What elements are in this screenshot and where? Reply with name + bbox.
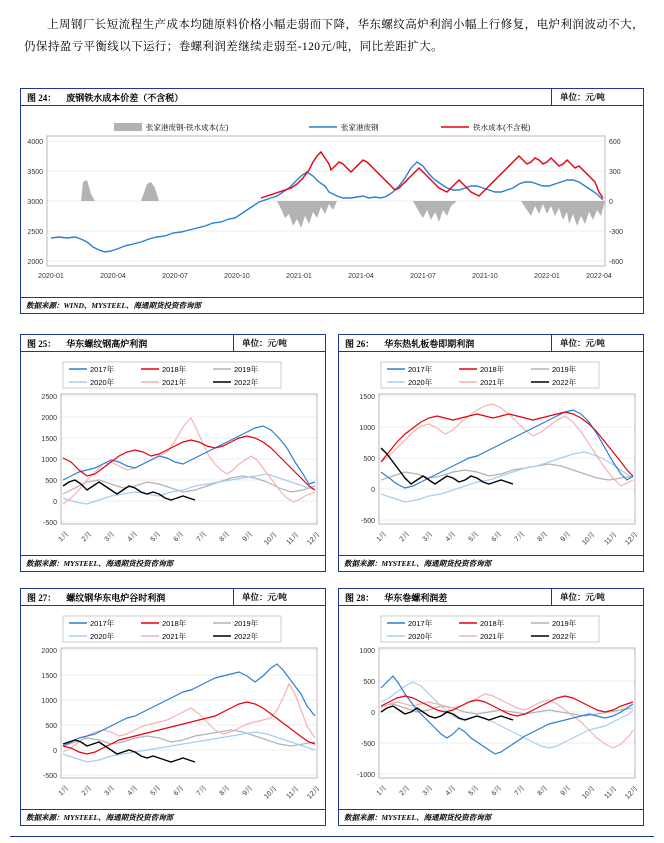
svg-text:1500: 1500 [41, 436, 57, 443]
svg-text:2020-07: 2020-07 [162, 273, 188, 280]
figure-27-unit-cell [233, 589, 325, 605]
figure-27-y-axis [41, 648, 57, 780]
figure-25-footer [21, 555, 325, 571]
svg-text:-500: -500 [360, 741, 375, 748]
figure-27-legend [63, 616, 281, 642]
figure-28-panel [338, 588, 644, 826]
svg-text:4月: 4月 [444, 784, 458, 798]
figure-28-y-axis [357, 648, 375, 779]
figure-25-header [21, 335, 325, 352]
svg-text:张家港废钢-铁水成本(左): 张家港废钢-铁水成本(左) [146, 123, 229, 132]
figure-25-series-2020 [63, 474, 315, 504]
svg-text:-500: -500 [42, 520, 57, 527]
figure-25-source: 数据来源：MYSTEEL、海通期货投资咨询部 [26, 559, 174, 568]
svg-text:2020-01: 2020-01 [38, 273, 64, 280]
svg-text:2018年: 2018年 [480, 619, 505, 628]
figure-26-title: 华东热轧板卷即期利润 [384, 339, 475, 349]
svg-text:1500: 1500 [359, 394, 375, 401]
figure-28-series-2017 [381, 676, 633, 754]
svg-text:6月: 6月 [490, 530, 504, 544]
figure-24-y-axis-right [609, 139, 623, 266]
figure-27-series-2017 [63, 664, 315, 746]
figure-27-number: 图 27： [27, 593, 57, 603]
svg-text:500: 500 [363, 679, 375, 686]
svg-text:2020年: 2020年 [90, 632, 115, 641]
svg-text:11月: 11月 [285, 531, 301, 547]
figure-25-panel [20, 334, 326, 572]
svg-text:2020年: 2020年 [90, 378, 115, 387]
svg-text:2021年: 2021年 [480, 378, 505, 387]
figure-27-title: 螺纹钢华东电炉谷时利润 [66, 593, 166, 603]
figure-26-unit: 单位：元/吨 [560, 338, 605, 348]
svg-text:5月: 5月 [467, 784, 481, 798]
figure-27-panel [20, 588, 326, 826]
svg-text:1000: 1000 [359, 648, 375, 655]
figure-24-footer [21, 297, 643, 313]
svg-text:2000: 2000 [41, 415, 57, 422]
figure-28-title: 华东卷螺利润差 [384, 593, 448, 603]
figure-27-x-axis [57, 784, 322, 801]
figure-28-plot [339, 606, 643, 810]
figure-28-x-axis [375, 784, 640, 801]
svg-text:2017年: 2017年 [90, 619, 115, 628]
svg-text:3500: 3500 [27, 169, 43, 176]
svg-text:2月: 2月 [398, 530, 412, 544]
svg-text:2020-04: 2020-04 [100, 273, 126, 280]
svg-text:2017年: 2017年 [408, 619, 433, 628]
svg-text:11月: 11月 [285, 785, 301, 801]
svg-text:2020-10: 2020-10 [224, 273, 250, 280]
figure-27-header [21, 589, 325, 606]
figure-25-svg [21, 352, 325, 556]
figure-24-title: 废钢铁水成本价差（不含税） [66, 93, 184, 103]
figure-28-header [339, 589, 643, 606]
figure-26-series-2019 [381, 464, 633, 480]
figure-26-series-2018 [381, 412, 633, 476]
figure-28-unit-cell [551, 589, 643, 605]
svg-text:1月: 1月 [57, 784, 71, 798]
svg-text:2500: 2500 [41, 394, 57, 401]
svg-text:7月: 7月 [513, 530, 527, 544]
svg-text:4月: 4月 [126, 530, 140, 544]
svg-text:2021-07: 2021-07 [410, 273, 436, 280]
svg-text:10月: 10月 [581, 785, 597, 801]
svg-text:2月: 2月 [80, 530, 94, 544]
svg-text:500: 500 [45, 478, 57, 485]
svg-text:-600: -600 [609, 259, 624, 266]
svg-text:2000: 2000 [41, 648, 57, 655]
svg-text:5月: 5月 [149, 530, 163, 544]
svg-text:2022年: 2022年 [552, 632, 577, 641]
svg-text:2021-01: 2021-01 [286, 273, 312, 280]
svg-text:2020年: 2020年 [408, 632, 433, 641]
svg-text:2022-01: 2022-01 [534, 273, 560, 280]
svg-text:12月: 12月 [624, 785, 640, 801]
svg-text:12月: 12月 [306, 785, 322, 801]
figure-26-number: 图 26： [345, 339, 375, 349]
figure-28-source: 数据来源：MYSTEEL、海通期货投资咨询部 [344, 813, 492, 822]
figure-26-x-axis [375, 530, 640, 547]
svg-text:-1000: -1000 [357, 772, 375, 779]
svg-text:500: 500 [363, 456, 375, 463]
svg-text:2019年: 2019年 [234, 365, 259, 374]
figure-24-header [21, 89, 643, 106]
svg-text:2022年: 2022年 [234, 632, 259, 641]
svg-text:2020年: 2020年 [408, 378, 433, 387]
svg-text:1月: 1月 [57, 530, 71, 544]
svg-text:铁水成本(不含税): 铁水成本(不含税) [473, 123, 531, 132]
svg-text:3月: 3月 [103, 530, 117, 544]
svg-text:1500: 1500 [41, 673, 57, 680]
svg-text:2019年: 2019年 [552, 619, 577, 628]
figure-26-svg [339, 352, 643, 556]
figure-27-grid [61, 650, 317, 775]
figure-27-svg [21, 606, 325, 810]
svg-text:7月: 7月 [195, 530, 209, 544]
figure-25-title: 华东螺纹钢高炉利润 [66, 339, 148, 349]
svg-text:2019年: 2019年 [552, 365, 577, 374]
figure-26-source: 数据来源：MYSTEEL、海通期货投资咨询部 [344, 559, 492, 568]
figure-25-grid [61, 396, 317, 522]
svg-text:2017年: 2017年 [408, 365, 433, 374]
svg-text:2021-04: 2021-04 [348, 273, 374, 280]
svg-text:2018年: 2018年 [480, 365, 505, 374]
figure-25-legend [63, 362, 281, 388]
figure-25-unit-cell [233, 335, 325, 351]
figure-27-title-group [27, 591, 165, 604]
figure-26-panel [338, 334, 644, 572]
svg-text:11月: 11月 [603, 531, 619, 547]
intro-text: 上周钢厂长短流程生产成本均随原料价格小幅走弱而下降，华东螺纹高炉利润小幅上行修复，电炉利润波动不大，仍保持盈亏平衡线以下运行；卷螺利润差继续走弱至-120元/吨，同比差距扩大。 [24, 19, 644, 53]
svg-text:2021-10: 2021-10 [472, 273, 498, 280]
figure-25-plot [21, 352, 325, 556]
svg-text:3月: 3月 [103, 784, 117, 798]
figure-27-series-2022 [63, 740, 195, 762]
figure-27-footer [21, 809, 325, 825]
svg-text:4000: 4000 [27, 139, 43, 146]
svg-text:3000: 3000 [27, 199, 43, 206]
svg-text:6月: 6月 [172, 530, 186, 544]
svg-text:-500: -500 [42, 773, 57, 780]
svg-text:8月: 8月 [218, 784, 232, 798]
svg-text:6月: 6月 [490, 784, 504, 798]
svg-text:4月: 4月 [444, 530, 458, 544]
figure-24-svg [21, 106, 643, 298]
figure-24-panel [20, 88, 644, 314]
svg-text:10月: 10月 [263, 785, 279, 801]
figure-24-title-group [27, 91, 183, 104]
svg-text:1月: 1月 [375, 784, 389, 798]
svg-text:1000: 1000 [359, 425, 375, 432]
figure-24-source: 数据来源：WIND、MYSTEEL、海通期货投资咨询部 [26, 301, 202, 310]
svg-text:2022年: 2022年 [234, 378, 259, 387]
figure-26-legend [381, 362, 599, 388]
figure-27-plot [21, 606, 325, 810]
figure-26-frame [379, 394, 635, 524]
figure-27-unit: 单位：元/吨 [242, 592, 287, 602]
figure-26-plot [339, 352, 643, 556]
figure-28-series-2022 [381, 706, 513, 720]
svg-text:500: 500 [45, 723, 57, 730]
svg-text:10月: 10月 [581, 531, 597, 547]
figure-25-number: 图 25： [27, 339, 57, 349]
figure-25-unit: 单位：元/吨 [242, 338, 287, 348]
figure-25-x-axis [57, 530, 322, 547]
svg-text:9月: 9月 [241, 530, 255, 544]
figure-26-unit-cell [551, 335, 643, 351]
svg-text:张家港废钢: 张家港废钢 [341, 123, 379, 132]
svg-text:1000: 1000 [41, 698, 57, 705]
svg-text:9月: 9月 [559, 530, 573, 544]
figure-26-footer [339, 555, 643, 571]
figure-28-unit: 单位：元/吨 [560, 592, 605, 602]
svg-text:4月: 4月 [126, 784, 140, 798]
svg-text:3月: 3月 [421, 530, 435, 544]
svg-text:300: 300 [609, 169, 621, 176]
figure-27-frame [61, 648, 317, 778]
figure-24-y-axis-left [27, 139, 43, 266]
figure-28-title-group [345, 591, 447, 604]
svg-text:2022年: 2022年 [552, 378, 577, 387]
svg-text:12月: 12月 [306, 531, 322, 547]
figure-24-unit: 单位：元/吨 [560, 92, 605, 102]
svg-text:2000: 2000 [27, 259, 43, 266]
svg-text:2021年: 2021年 [162, 378, 187, 387]
figure-28-series-2018 [381, 696, 633, 716]
figure-28-number: 图 28： [345, 593, 375, 603]
intro-paragraph [24, 14, 644, 58]
svg-text:2022-04: 2022-04 [586, 273, 612, 280]
svg-text:11月: 11月 [603, 785, 619, 801]
svg-text:0: 0 [609, 199, 613, 206]
figure-24-unit-cell [551, 89, 643, 105]
figure-28-legend [381, 616, 599, 642]
figure-24-legend [114, 122, 531, 132]
svg-text:2500: 2500 [27, 229, 43, 236]
svg-text:8月: 8月 [536, 784, 550, 798]
svg-text:7月: 7月 [513, 784, 527, 798]
svg-text:6月: 6月 [172, 784, 186, 798]
svg-text:10月: 10月 [263, 531, 279, 547]
svg-text:2月: 2月 [398, 784, 412, 798]
figure-26-header [339, 335, 643, 352]
figure-26-title-group [345, 337, 474, 350]
svg-text:8月: 8月 [218, 530, 232, 544]
figure-25-series-2019 [63, 476, 315, 494]
svg-text:0: 0 [53, 499, 57, 506]
figure-24-number: 图 24： [27, 93, 57, 103]
svg-text:2021年: 2021年 [480, 632, 505, 641]
svg-text:3月: 3月 [421, 784, 435, 798]
svg-text:0: 0 [371, 487, 375, 494]
svg-text:2018年: 2018年 [162, 365, 187, 374]
svg-text:0: 0 [53, 748, 57, 755]
svg-text:2019年: 2019年 [234, 619, 259, 628]
svg-text:9月: 9月 [559, 784, 573, 798]
page-bottom-rule [10, 836, 654, 837]
svg-text:-300: -300 [609, 229, 624, 236]
figure-28-series-2021 [381, 694, 633, 748]
figure-26-series-2017 [381, 410, 633, 488]
figure-25-y-axis [41, 394, 57, 527]
svg-text:12月: 12月 [624, 531, 640, 547]
svg-text:2021年: 2021年 [162, 632, 187, 641]
svg-text:1000: 1000 [41, 457, 57, 464]
svg-text:-500: -500 [360, 518, 375, 525]
figure-28-footer [339, 809, 643, 825]
svg-text:5月: 5月 [467, 530, 481, 544]
figure-26-y-axis [359, 394, 375, 525]
svg-text:7月: 7月 [195, 784, 209, 798]
svg-text:8月: 8月 [536, 530, 550, 544]
figure-27-source: 数据来源：MYSTEEL、海通期货投资咨询部 [26, 813, 174, 822]
figure-24-x-axis [38, 273, 612, 280]
svg-text:2018年: 2018年 [162, 619, 187, 628]
figure-24-plot [21, 106, 643, 298]
svg-text:2017年: 2017年 [90, 365, 115, 374]
figure-25-series-2018 [63, 436, 315, 490]
svg-text:5月: 5月 [149, 784, 163, 798]
figure-27-series-2020 [63, 732, 315, 762]
figure-25-title-group [27, 337, 147, 350]
svg-text:1月: 1月 [375, 530, 389, 544]
figure-28-svg [339, 606, 643, 810]
svg-text:9月: 9月 [241, 784, 255, 798]
svg-text:0: 0 [371, 710, 375, 717]
figure-24-area-spread [81, 180, 605, 228]
svg-text:600: 600 [609, 139, 621, 146]
svg-text:2月: 2月 [80, 784, 94, 798]
